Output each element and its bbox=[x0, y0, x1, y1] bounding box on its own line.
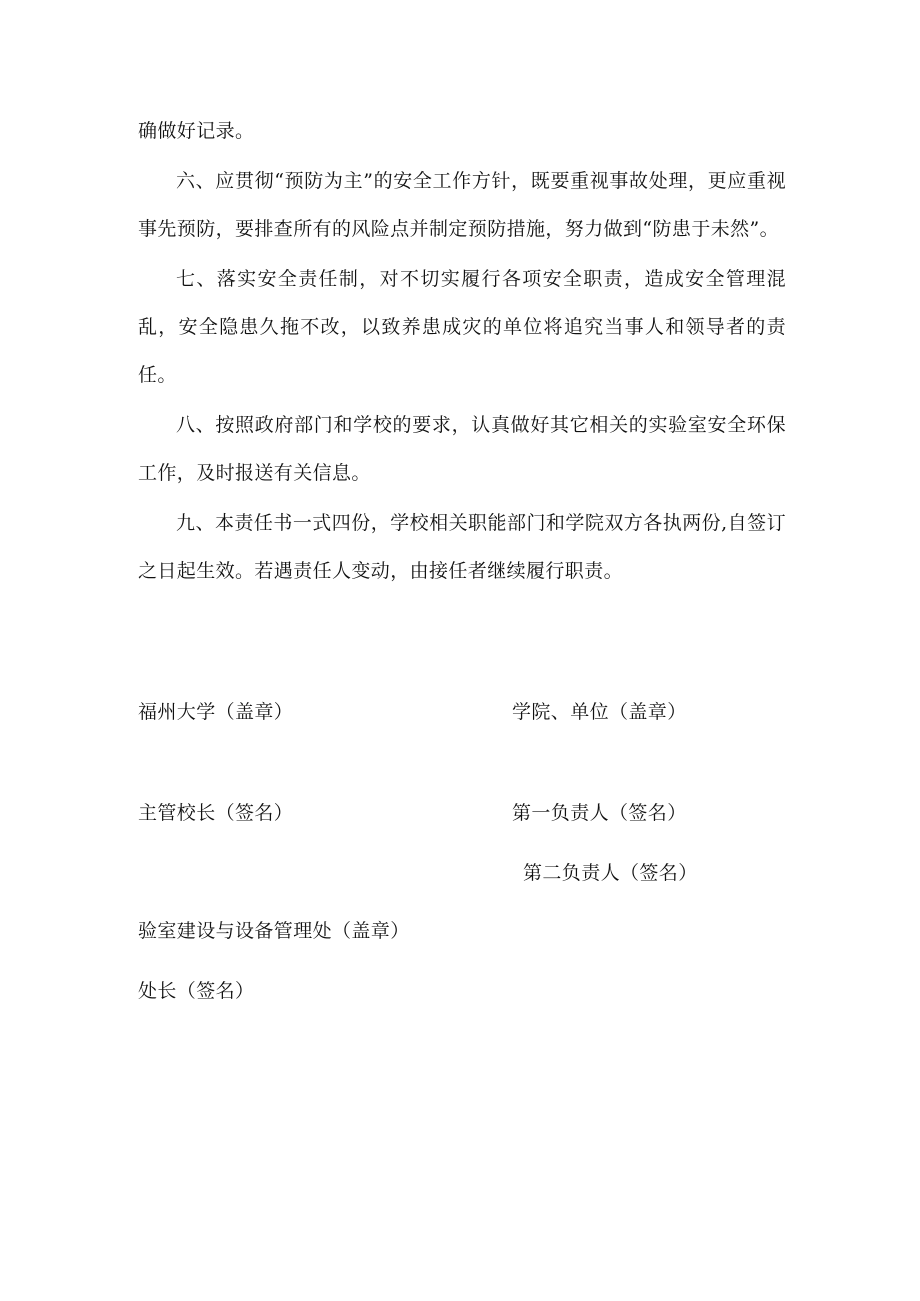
director-sign-label: 处长（签名） bbox=[138, 980, 255, 1002]
paragraph-continuation: 确做好记录。 bbox=[138, 120, 255, 142]
paragraph-nine: 九、本责任书一式四份，学校相关职能部门和学院双方各执两份,自签订之日起生效。若遇责任人变动，由接任者继续履行职责。 bbox=[138, 512, 786, 582]
lab-office-seal-label: 验室建设与设备管理处（盖章） bbox=[138, 920, 410, 942]
paragraph-eight: 八、按照政府部门和学校的要求，认真做好其它相关的实验室安全环保工作，及时报送有关信息。 bbox=[138, 414, 786, 484]
college-seal-label: 学院、单位（盖章） bbox=[512, 701, 687, 723]
university-seal-label: 福州大学（盖章） bbox=[138, 701, 294, 723]
paragraph-seven: 七、落实安全责任制，对不切实履行各项安全职责，造成安全管理混乱，安全隐患久拖不改，以致养患成灾的单位将追究当事人和领导者的责任。 bbox=[138, 268, 786, 386]
vice-president-sign-label: 主管校长（签名） bbox=[138, 802, 294, 824]
second-responsible-sign-label: 第二负责人（签名） bbox=[523, 862, 698, 884]
paragraph-six: 六、应贯彻“预防为主”的安全工作方针，既要重视事故处理，更应重视事先预防，要排查所有的风险点并制定预防措施，努力做到“防患于未然”。 bbox=[138, 170, 786, 240]
body-text bbox=[138, 107, 786, 595]
first-responsible-sign-label: 第一负责人（签名） bbox=[512, 802, 687, 824]
